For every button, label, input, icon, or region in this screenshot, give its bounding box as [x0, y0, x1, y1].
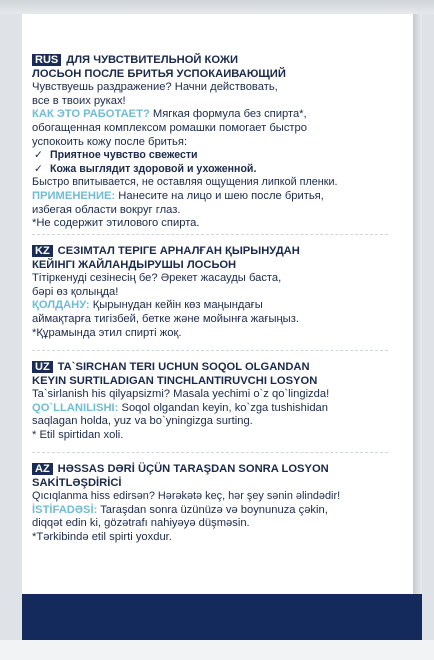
az-use-2: diqqət edin ki, gözətrafı nahiyəyə düşməsin.	[32, 517, 250, 530]
kz-use-2: аймақтарға тигізбей, бетке және мойынға жағыңыз.	[32, 312, 299, 325]
check-icon: ✓	[34, 162, 43, 175]
list-item: ✓ Кожа выглядит здоровой и ухоженной.	[34, 162, 257, 175]
rus-note: *Не содержит этилового спирта.	[32, 217, 200, 230]
list-item: ✓ Приятное чувство свежести	[34, 149, 198, 162]
uz-title: UZ TA`SIRCHAN TERI UCHUN SOQOL OLGANDAN	[32, 361, 392, 375]
az-intro-1: Qıcıqlanma hiss edirsən? Hərəkətə keç, hər şey sənin əlindədir!	[32, 490, 341, 503]
bottom-strip	[0, 640, 434, 660]
section-kz	[32, 245, 392, 340]
rus-absorb: Быстро впитывается, не оставляя ощущения липкой пленки.	[32, 176, 338, 189]
rus-intro-2: все в твоих руках!	[32, 94, 126, 107]
divider	[32, 350, 388, 351]
rus-intro-1: Чувствуешь раздражение? Начни действовать,	[32, 81, 278, 94]
kz-title-line-2: КЕЙІНГІ ЖАЙЛАНДЫРУШЫ ЛОСЬОН	[32, 258, 237, 271]
az-title: AZ HƏSSAS DƏRİ ÜÇÜN TARAŞDAN SONRA LOSYON	[32, 463, 392, 477]
rus-how: КАК ЭТО РАБОТАЕТ? Мягкая формула без спирта*,	[32, 108, 307, 121]
rus-how-heading: КАК ЭТО РАБОТАЕТ?	[32, 108, 150, 121]
kz-intro-2: бәрі өз қолыңда!	[32, 285, 119, 298]
rus-title: RUS ДЛЯ ЧУВСТВИТЕЛЬНОЙ КОЖИ	[32, 54, 392, 68]
uz-title-line-2: KEYIN SURTILADIGAN TINCHLANTIRUVCHI LOSYON	[32, 374, 318, 387]
background-top	[0, 0, 434, 14]
rus-use: ПРИМЕНЕНИЕ: Нанесите на лицо и шею после бритья,	[32, 189, 324, 202]
kz-use: ҚОЛДАНУ: Қырынудан кейін көз маңындағы	[32, 299, 263, 312]
rus-how-3: успокоить кожу после бритья:	[32, 135, 188, 148]
rus-use-2: избегая области вокруг глаз.	[32, 203, 181, 216]
sheet-edge	[414, 14, 422, 594]
az-title-line-2: SAKİTLƏŞDİRİCİ	[32, 476, 122, 489]
rus-bullets	[32, 149, 392, 176]
az-tag: AZ	[32, 463, 53, 475]
az-use-heading: İSTİFADƏSİ:	[32, 503, 98, 516]
kz-intro-1: Тітіркенуді сезінесің бе? Әрекет жасауды баста,	[32, 272, 282, 285]
az-note: *Tərkibində etil spirti yoxdur.	[32, 530, 172, 543]
section-az	[32, 463, 392, 545]
divider	[32, 234, 388, 235]
uz-use-2: saqlagan holda, yuz va bo`yningizga surting.	[32, 415, 253, 428]
uz-intro-1: Ta`sirlanish his qilyapsizmi? Masala yechimi o`z qo`lingizda!	[32, 388, 330, 401]
rus-title-line-2: ЛОСЬОН ПОСЛЕ БРИТЬЯ УСПОКАИВАЮЩИЙ	[32, 67, 286, 80]
uz-use-heading: QO`LLANILISHI:	[32, 401, 119, 414]
kz-title: KZ СЕЗІМТАЛ ТЕРІГЕ АРНАЛҒАН ҚЫРЫНУДАН	[32, 245, 392, 259]
check-icon: ✓	[34, 149, 43, 162]
uz-tag: UZ	[32, 361, 53, 373]
rus-tag: RUS	[32, 54, 61, 66]
uz-use: QO`LLANILISHI: Soqol olgandan keyin, ko`zga tushishidan	[32, 401, 328, 414]
divider	[32, 452, 388, 453]
kz-tag: KZ	[32, 245, 53, 257]
rus-how-2: обогащенная комплексом ромашки помогает быстро	[32, 121, 307, 134]
rus-use-heading: ПРИМЕНЕНИЕ:	[32, 189, 116, 202]
kz-use-heading: ҚОЛДАНУ:	[32, 299, 90, 312]
navy-band	[22, 594, 422, 640]
az-use: İSTİFADƏSİ: Taraşdan sonra üzünüzə və boynunuza çəkin,	[32, 503, 328, 516]
section-rus	[32, 54, 392, 231]
kz-note: *Құрамында этил спирті жоқ.	[32, 326, 182, 339]
section-uz	[32, 361, 392, 443]
uz-note: * Etil spirtidan xoli.	[32, 428, 124, 441]
